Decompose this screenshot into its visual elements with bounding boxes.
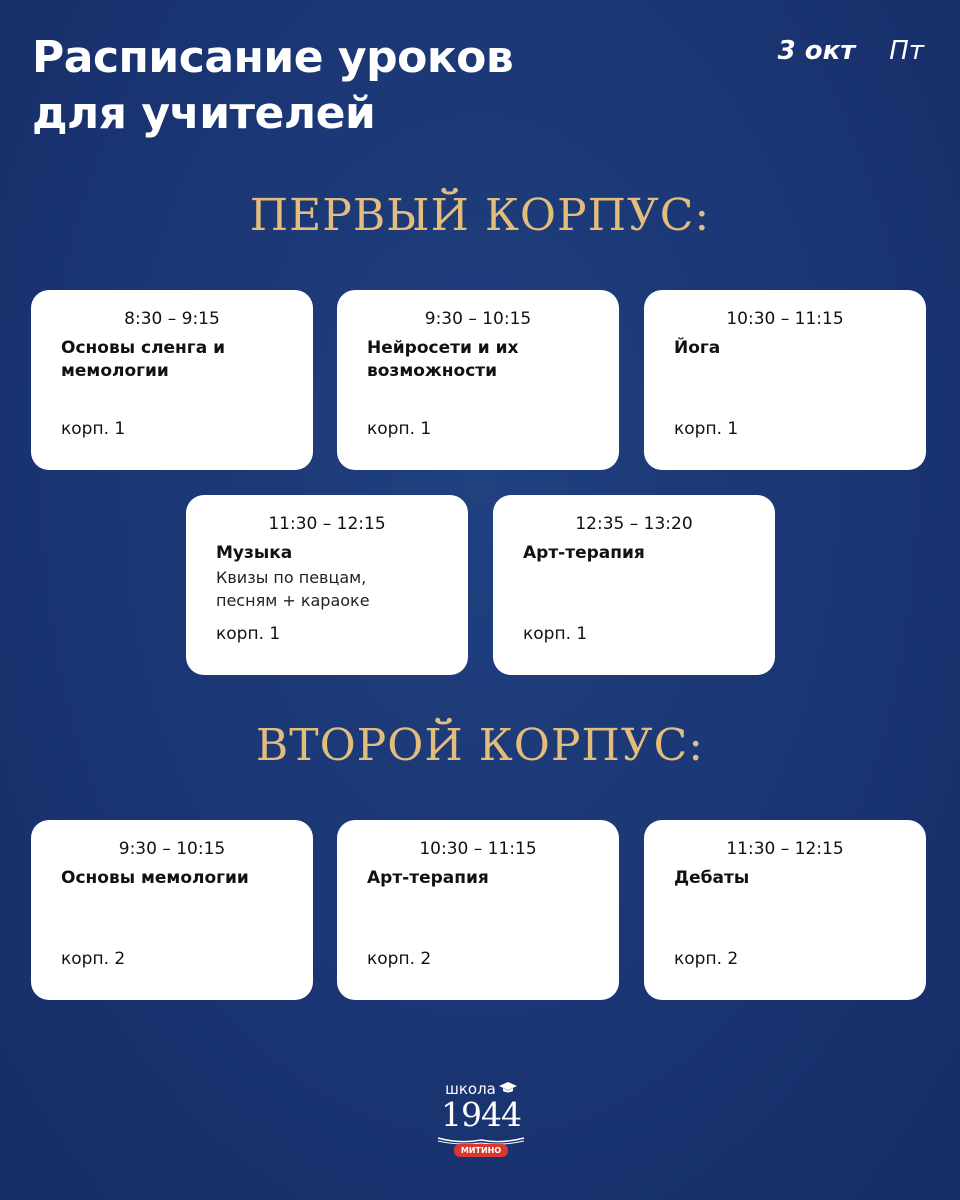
section-heading-building-2: ВТОРОЙ КОРПУС: xyxy=(255,720,705,771)
logo-school-text: школа xyxy=(445,1080,496,1098)
date-block xyxy=(778,36,924,66)
lesson-card xyxy=(31,290,313,470)
lesson-time: 11:30 – 12:15 xyxy=(726,839,844,859)
lesson-time: 11:30 – 12:15 xyxy=(268,514,386,534)
lesson-building: корп. 1 xyxy=(216,624,281,644)
title-line-1: Расписание уроков xyxy=(32,32,514,83)
lesson-building: корп. 1 xyxy=(61,419,126,439)
lesson-time: 9:30 – 10:15 xyxy=(118,839,226,859)
lesson-card xyxy=(644,820,926,1000)
lesson-time: 8:30 – 9:15 xyxy=(124,309,220,329)
open-book-icon xyxy=(436,1130,526,1138)
lesson-time: 12:35 – 13:20 xyxy=(575,514,693,534)
lesson-building: корп. 1 xyxy=(674,419,739,439)
school-logo xyxy=(436,1080,526,1164)
lesson-name: Основы мемологии xyxy=(61,868,249,888)
lesson-time: 10:30 – 11:15 xyxy=(419,839,537,859)
lesson-name: Арт-терапия xyxy=(367,868,489,888)
lesson-building: корп. 1 xyxy=(523,624,588,644)
page-title xyxy=(32,30,632,142)
weekday-label: Пт xyxy=(889,36,924,66)
date-label: 3 окт xyxy=(777,36,856,66)
lesson-name: Йога xyxy=(674,338,721,358)
lesson-name: Основы сленга и мемологии xyxy=(61,338,225,381)
lesson-time: 10:30 – 11:15 xyxy=(726,309,844,329)
lesson-name: Музыка xyxy=(216,543,293,563)
lesson-time: 9:30 – 10:15 xyxy=(424,309,532,329)
lesson-name: Арт-терапия xyxy=(523,543,645,563)
lesson-building: корп. 2 xyxy=(674,949,739,969)
section-heading-building-1: ПЕРВЫЙ КОРПУС: xyxy=(249,190,711,241)
lesson-name: Дебаты xyxy=(674,868,750,888)
lesson-card xyxy=(31,820,313,1000)
lesson-name: Нейросети и их возможности xyxy=(367,338,519,381)
lesson-building: корп. 1 xyxy=(367,419,432,439)
lesson-card xyxy=(337,290,619,470)
lesson-building: корп. 2 xyxy=(61,949,126,969)
lesson-card xyxy=(644,290,926,470)
lesson-building: корп. 2 xyxy=(367,949,432,969)
lesson-card xyxy=(186,495,468,675)
logo-year: 1944 xyxy=(441,1095,521,1134)
lesson-card xyxy=(493,495,775,675)
logo-district-badge: МИТИНО xyxy=(454,1144,508,1157)
lesson-card xyxy=(337,820,619,1000)
lesson-description: Квизы по певцам, песням + караоке xyxy=(216,568,370,610)
title-line-2: для учителей xyxy=(32,88,376,139)
